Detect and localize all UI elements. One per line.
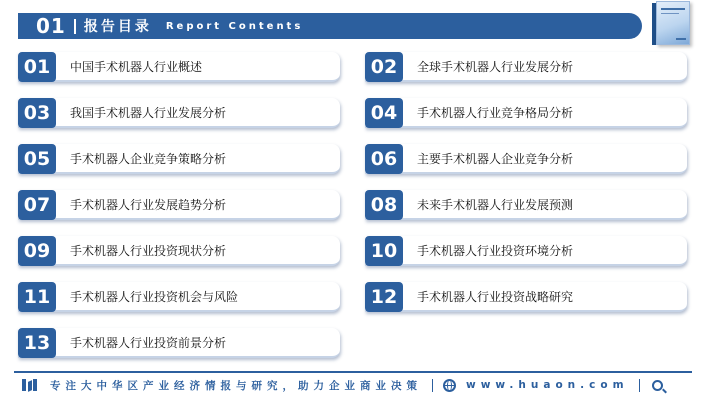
toc-item-03[interactable] (18, 98, 340, 128)
cover-subtitle-line (661, 13, 679, 14)
toc-item-number: 05 (18, 144, 56, 174)
toc-item-label: 手术机器人企业竞争策略分析 (70, 152, 227, 166)
globe-icon (443, 379, 456, 392)
section-header (18, 13, 642, 39)
toc-item-05[interactable] (18, 144, 340, 174)
toc-item-label: 手术机器人行业发展趋势分析 (70, 198, 227, 212)
toc-item-label: 手术机器人行业竞争格局分析 (417, 106, 574, 120)
logo-bar (28, 380, 32, 392)
toc-item-number: 13 (18, 328, 56, 358)
footer-separator (432, 379, 433, 392)
toc-item-02[interactable] (365, 52, 687, 82)
footer-separator (639, 379, 640, 392)
toc-item-number: 07 (18, 190, 56, 220)
footer (14, 375, 692, 395)
toc-item-number: 01 (18, 52, 56, 82)
toc-item-10[interactable] (365, 236, 687, 266)
search-icon[interactable] (652, 380, 663, 391)
toc-item-09[interactable] (18, 236, 340, 266)
report-cover-image (652, 1, 690, 45)
toc-item-04[interactable] (365, 98, 687, 128)
toc-item-06[interactable] (365, 144, 687, 174)
toc-item-11[interactable] (18, 282, 340, 312)
section-title: 报告目录 (83, 19, 152, 35)
book-cover (656, 1, 690, 45)
toc-item-label: 我国手术机器人行业发展分析 (70, 106, 227, 120)
footer-divider (14, 371, 692, 373)
toc-item-label: 手术机器人行业投资环境分析 (417, 244, 574, 258)
logo-bar (33, 379, 37, 391)
toc-item-label: 未来手术机器人行业发展预测 (417, 198, 574, 212)
toc-item-number: 09 (18, 236, 56, 266)
cover-title-line (661, 8, 685, 10)
toc-item-number: 04 (365, 98, 403, 128)
toc-item-label: 主要手术机器人企业竞争分析 (417, 152, 574, 166)
toc-item-number: 12 (365, 282, 403, 312)
section-number: 01 (36, 14, 66, 38)
toc-item-07[interactable] (18, 190, 340, 220)
toc-item-label: 手术机器人行业投资战略研究 (417, 290, 574, 304)
toc-item-12[interactable] (365, 282, 687, 312)
header-divider (74, 19, 76, 34)
toc-item-label: 手术机器人行业投资前景分析 (70, 336, 227, 350)
toc-item-number: 06 (365, 144, 403, 174)
toc-item-13[interactable] (18, 328, 340, 358)
toc-item-number: 02 (365, 52, 403, 82)
footer-url-link[interactable]: www.huaon.com (466, 379, 629, 391)
footer-slogan: 专注大中华区产业经济情报与研究，助力企业商业决策 (50, 379, 422, 392)
toc-item-number: 03 (18, 98, 56, 128)
toc-item-label: 手术机器人行业投资现状分析 (70, 244, 227, 258)
toc-item-number: 10 (365, 236, 403, 266)
toc-item-label: 中国手术机器人行业概述 (70, 60, 203, 74)
toc-item-08[interactable] (365, 190, 687, 220)
toc-item-label: 全球手术机器人行业发展分析 (417, 60, 574, 74)
section-subtitle: Report Contents (165, 20, 304, 32)
cover-logo-mark (676, 38, 686, 40)
toc-item-01[interactable] (18, 52, 340, 82)
toc-item-label: 手术机器人行业投资机会与风险 (70, 290, 239, 304)
logo-bar (22, 379, 26, 391)
toc-item-number: 11 (18, 282, 56, 312)
huaon-logo-icon (22, 378, 38, 392)
toc-item-number: 08 (365, 190, 403, 220)
